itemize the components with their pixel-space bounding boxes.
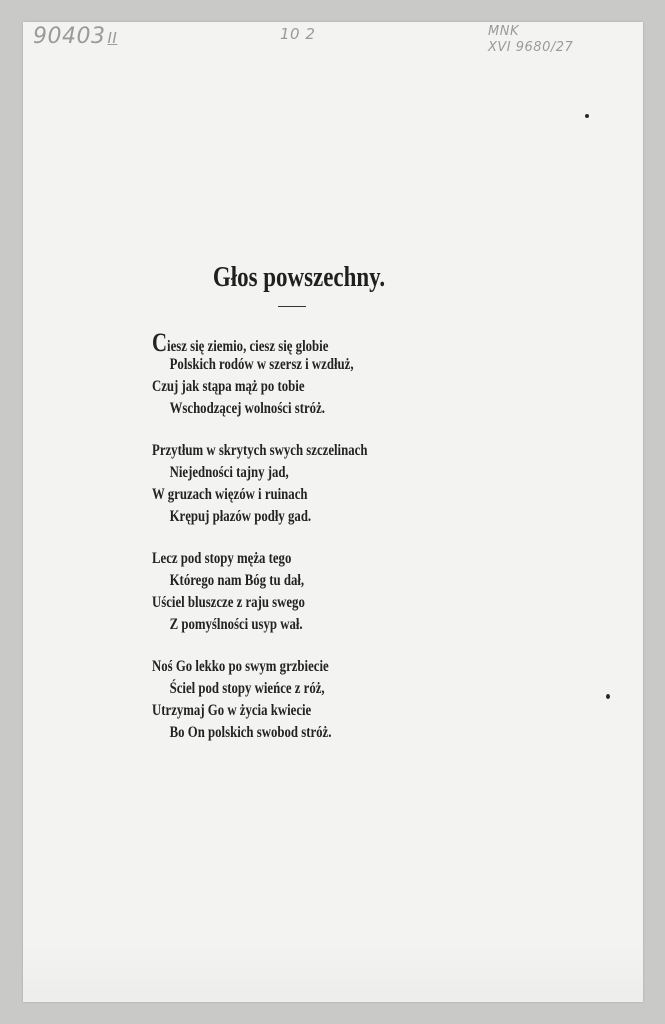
poem-title: Głos powszechny. xyxy=(212,262,386,293)
poem-line-text: iesz się ziemio, ciesz się globie xyxy=(167,338,329,355)
poem-line: Wschodzącej wolności stróż. xyxy=(169,400,325,417)
ink-spot xyxy=(606,694,610,699)
poem-line xyxy=(152,328,367,357)
poem-line: Przytłum w skrytych swych szczelinach xyxy=(152,442,368,459)
inventory-number-annotation xyxy=(33,24,117,49)
poem-line: W gruzach więzów i ruinach xyxy=(152,486,308,503)
title-divider xyxy=(278,306,306,307)
stanza xyxy=(152,440,367,528)
poem-line: Krępuj płazów podły gad. xyxy=(169,508,312,525)
inventory-roman-numeral: II xyxy=(107,29,118,47)
poem-line: Ściel pod stopy wieńce z róż, xyxy=(169,680,325,697)
poem-line: Którego nam Bóg tu dał, xyxy=(169,572,305,589)
poem-line: Lecz pod stopy męża tego xyxy=(152,550,292,567)
poem-line: Uściel bluszcze z raju swego xyxy=(152,594,305,611)
stanza xyxy=(152,656,367,744)
ink-spot xyxy=(585,114,589,118)
collection-signature: XVI 9680/27 xyxy=(488,40,574,55)
collection-signature-annotation xyxy=(488,24,573,56)
poem-line: Bo On polskich swobod stróż. xyxy=(169,724,332,741)
poem-line: Niejedności tajny jad, xyxy=(169,464,289,481)
collection-code: MNK xyxy=(488,24,519,39)
drop-cap: C xyxy=(152,328,168,357)
poem-line: Czuj jak stąpa mąż po tobie xyxy=(152,378,305,395)
center-pencil-mark: 10 2 xyxy=(280,25,316,43)
poem-line: Polskich rodów w szersz i wzdłuż, xyxy=(169,356,354,373)
poem-body xyxy=(152,328,368,764)
poem-line: Noś Go lekko po swym grzbiecie xyxy=(152,658,329,675)
poem-line: Utrzymaj Go w życia kwiecie xyxy=(152,702,312,719)
stanza xyxy=(152,548,367,636)
poem-line: Z pomyślności usyp wał. xyxy=(169,616,303,633)
inventory-number: 90403 xyxy=(33,24,106,49)
stanza xyxy=(152,328,367,420)
